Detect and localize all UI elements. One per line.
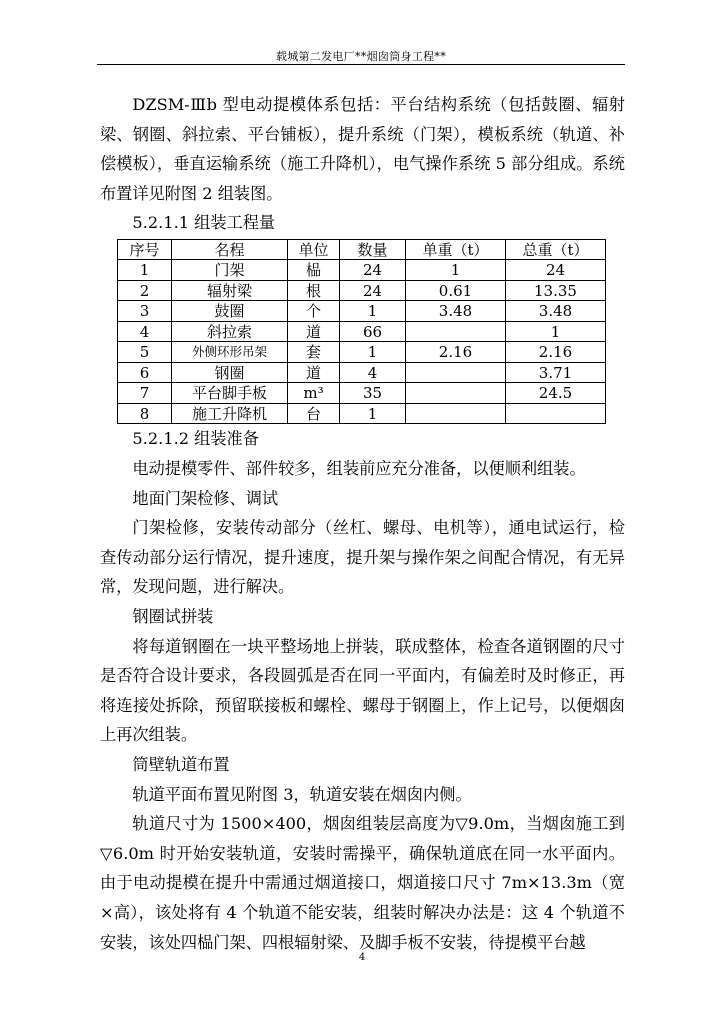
table-row xyxy=(118,383,606,404)
table-cell: 1 xyxy=(406,260,506,281)
table-cell: 道 xyxy=(288,321,340,342)
table-cell: 24 xyxy=(340,280,406,301)
table-cell: m³ xyxy=(288,383,340,404)
table-cell: 24 xyxy=(506,260,606,281)
page-header: 载城第二发电厂**烟囱筒身工程** xyxy=(275,50,447,63)
table-header-row xyxy=(118,239,606,260)
table-cell: 台 xyxy=(288,403,340,424)
table-cell: 鼓圈 xyxy=(172,301,288,322)
table-cell: 0.61 xyxy=(406,280,506,301)
header-cell: 单重（t） xyxy=(406,239,506,260)
table-row xyxy=(118,260,606,281)
table-cell: 2.16 xyxy=(406,342,506,363)
section-heading-5-2-1-2: 5.2.1.2 组装准备 xyxy=(132,429,259,449)
table-cell: 2.16 xyxy=(506,342,606,363)
table-cell: 5 xyxy=(118,342,172,363)
table-cell: 1 xyxy=(506,321,606,342)
table-cell: 辐射梁 xyxy=(172,280,288,301)
body-paragraph: 门架检修，安装传动部分（丝杠、螺母、电机等），通电试运行，检查传动部分运行情况，提升速度，提升架与操作架之间配合情况，有无异常，发现问题，进行解决。 xyxy=(100,518,625,597)
table-cell xyxy=(406,403,506,424)
table-row xyxy=(118,321,606,342)
header-cell: 单位 xyxy=(288,239,340,260)
header-rule xyxy=(97,64,625,65)
table-cell: 4 xyxy=(340,362,406,383)
header-cell: 名程 xyxy=(172,239,288,260)
table-cell: 1 xyxy=(340,403,406,424)
table-cell: 2 xyxy=(118,280,172,301)
table-cell: 套 xyxy=(288,342,340,363)
table-cell: 8 xyxy=(118,403,172,424)
table-cell: 35 xyxy=(340,383,406,404)
body-paragraph: 电动提模零件、部件较多，组装前应充分准备，以便顺利组装。 xyxy=(132,459,586,479)
table-cell: 个 xyxy=(288,301,340,322)
intro-paragraph: DZSM-Ⅲb 型电动提模体系包括：平台结构系统（包括鼓圈、辐射梁、钢圈、斜拉索、平台铺板），提升系统（门架），模板系统（轨道、补偿模板），垂直运输系统（施工升降机），电气操作系统 5 部分组成。系统布置详见附图 2 组装图。 xyxy=(100,95,625,203)
table-cell: 24 xyxy=(340,260,406,281)
table-cell: 门架 xyxy=(172,260,288,281)
body-paragraph: 轨道尺寸为 1500×400，烟囱组装层高度为▽9.0m，当烟囱施工到▽6.0m 时开始安装轨道，安装时需操平，确保轨道底在同一水平面内。由于电动提模在提升中需通过烟道接口，烟道接口尺寸 7m×13.3m（宽×高），该处将有 4 个轨道不能安装，组装时解决办法是：这 4 个轨道不安装，该处四榀门架、四根辐射梁、及脚手板不安装，待提模平台越 xyxy=(100,814,625,952)
header-cell: 总重（t） xyxy=(506,239,606,260)
table-cell xyxy=(506,403,606,424)
assembly-quantity-table xyxy=(117,239,606,425)
table-cell: 6 xyxy=(118,362,172,383)
table-cell: 施工升降机 xyxy=(172,403,288,424)
header-cell: 数量 xyxy=(340,239,406,260)
table-cell: 平台脚手板 xyxy=(172,383,288,404)
table-cell xyxy=(406,362,506,383)
table-cell: 斜拉索 xyxy=(172,321,288,342)
table-cell: 3.48 xyxy=(406,301,506,322)
table-cell: 66 xyxy=(340,321,406,342)
table-row xyxy=(118,362,606,383)
subheading: 钢圈试拼装 xyxy=(132,607,214,627)
table-row xyxy=(118,403,606,424)
table-row xyxy=(118,301,606,322)
table-row xyxy=(118,280,606,301)
table-cell: 4 xyxy=(118,321,172,342)
table-cell: 1 xyxy=(118,260,172,281)
table-cell: 1 xyxy=(340,342,406,363)
table-cell: 3.71 xyxy=(506,362,606,383)
table-cell: 24.5 xyxy=(506,383,606,404)
table-cell: 1 xyxy=(340,301,406,322)
body-paragraph: 将每道钢圈在一块平整场地上拼装，联成整体，检查各道钢圈的尺寸是否符合设计要求，各段圆弧是否在同一平面内，有偏差时及时修正，再将连接处拆除，预留联接板和螺栓、螺母于钢圈上，作上记号，以便烟囱上再次组装。 xyxy=(100,636,625,745)
section-heading-5-2-1-1: 5.2.1.1 组装工程量 xyxy=(132,213,276,233)
table-cell: 7 xyxy=(118,383,172,404)
table-cell: 外侧环形吊架 xyxy=(172,342,288,363)
table-cell: 3 xyxy=(118,301,172,322)
page-number: 4 xyxy=(358,952,366,963)
document-body xyxy=(100,90,625,957)
table-cell xyxy=(406,383,506,404)
subheading: 筒壁轨道布置 xyxy=(132,755,230,774)
table-cell: 榀 xyxy=(288,260,340,281)
table-cell xyxy=(406,321,506,342)
table-cell: 根 xyxy=(288,280,340,301)
table-cell: 钢圈 xyxy=(172,362,288,383)
table-cell: 13.35 xyxy=(506,280,606,301)
header-cell: 序号 xyxy=(118,239,172,260)
table-cell: 道 xyxy=(288,362,340,383)
subheading: 地面门架检修、调试 xyxy=(132,488,279,508)
body-paragraph: 轨道平面布置见附图 3，轨道安装在烟囱内侧。 xyxy=(132,784,472,804)
table-row xyxy=(118,342,606,363)
table-cell: 3.48 xyxy=(506,301,606,322)
